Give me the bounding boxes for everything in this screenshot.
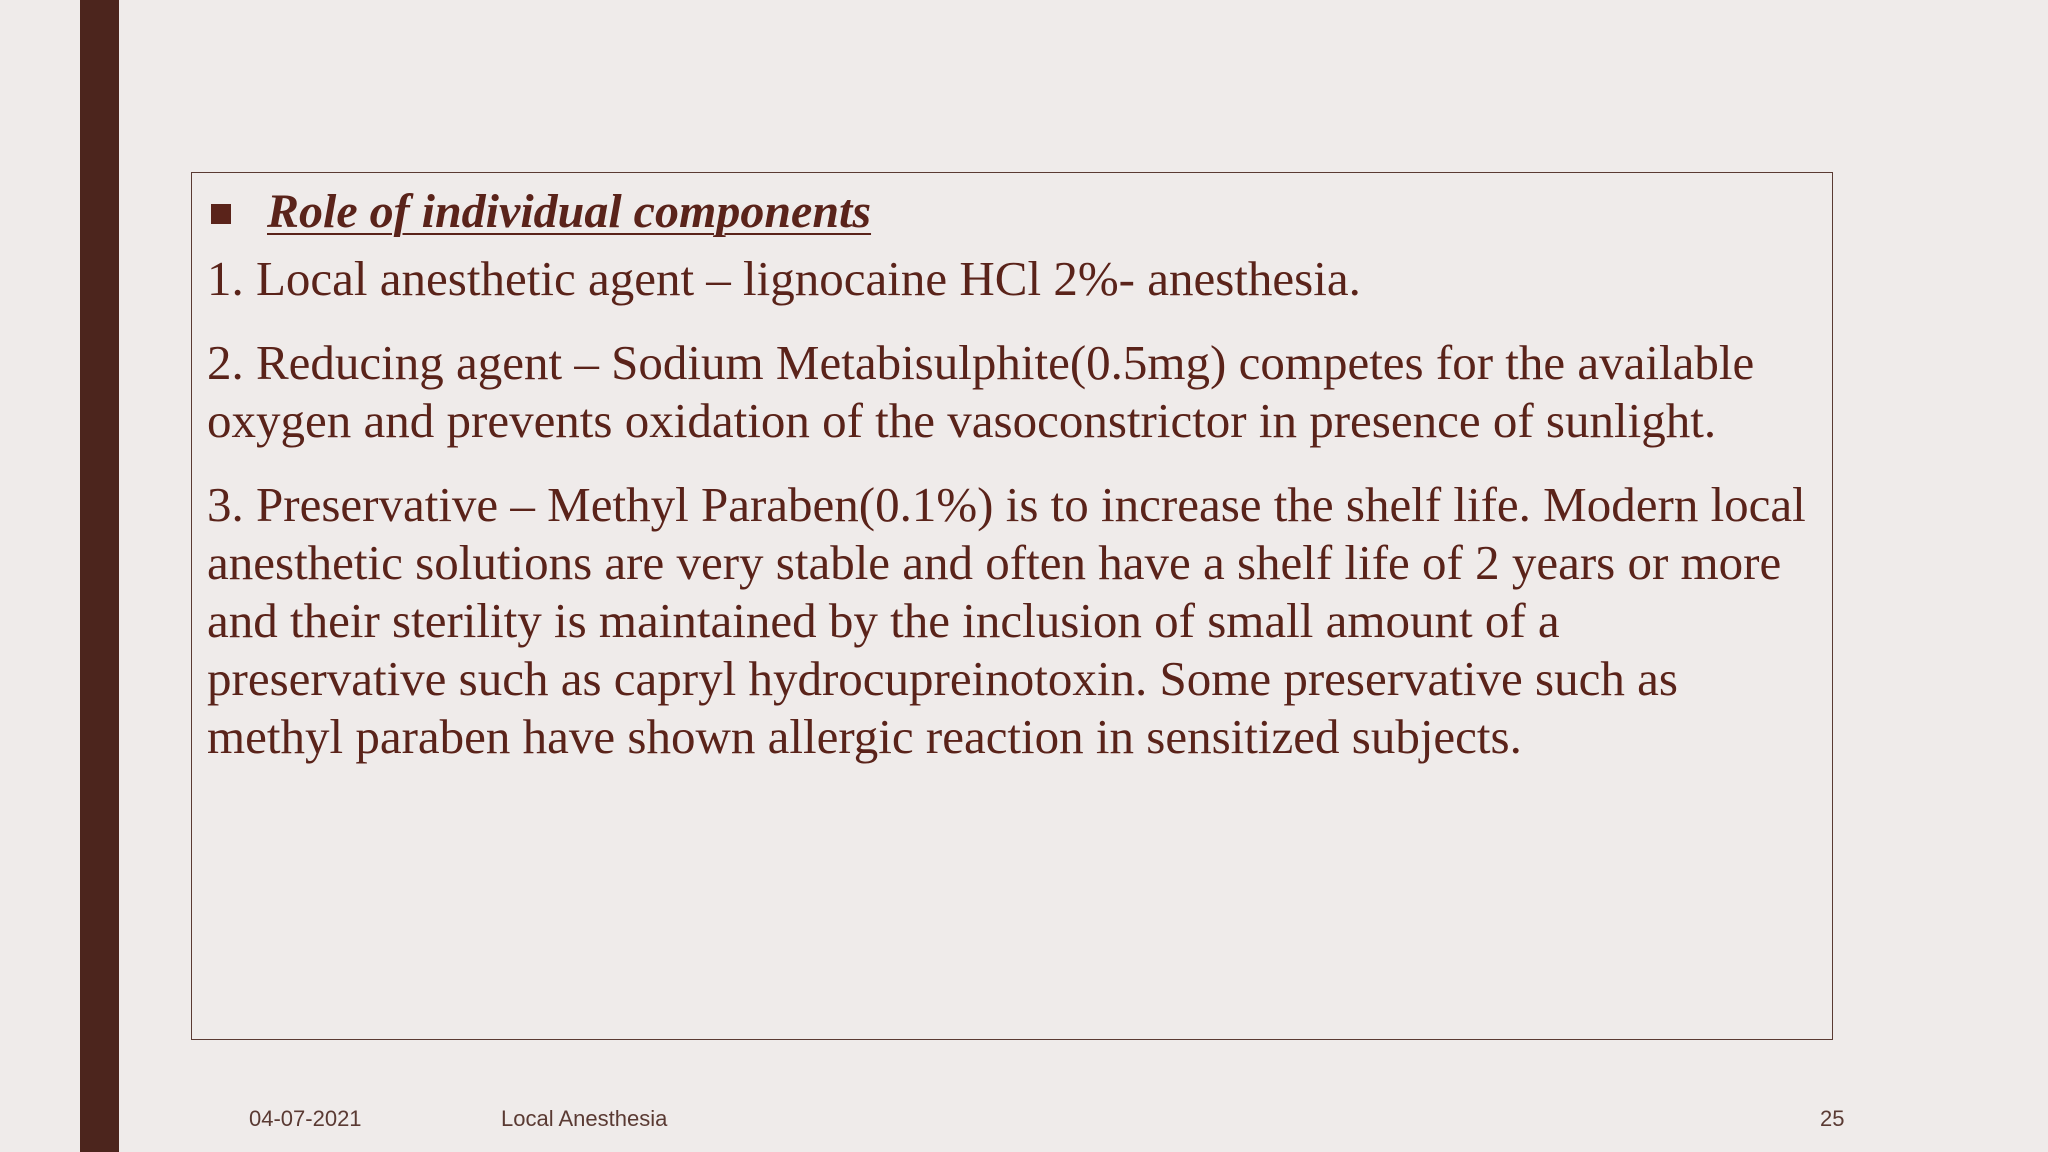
left-accent-bar: [80, 0, 119, 1152]
footer-title: Local Anesthesia: [501, 1106, 668, 1131]
slide-heading: Role of individual components: [267, 184, 872, 238]
paragraph-reducing-agent: 2. Reducing agent – Sodium Metabisulphite(0.5mg) competes for the available oxygen and prevents oxidation of the vasoconstrictor in presence of sunlight.: [207, 335, 1755, 448]
square-bullet-icon: [211, 204, 231, 224]
footer-date: 04-07-2021: [249, 1106, 362, 1131]
paragraph-preservative: 3. Preservative – Methyl Paraben(0.1%) is to increase the shelf life. Modern local anesthetic solutions are very stable and often have a shelf life of 2 years or more and their sterility is maintained by the inclusion of small amount of a preservative such as capryl hydrocupreinotoxin. Some preservative such as methyl paraben have shown allergic reaction in sensitized subjects.: [207, 477, 1806, 764]
heading-row: [207, 178, 1807, 244]
footer-page-number: 25: [1820, 1106, 1845, 1131]
paragraph-local-anesthetic: 1. Local anesthetic agent – lignocaine HCl 2%- anesthesia.: [207, 251, 1361, 306]
slide-content: [207, 178, 1807, 766]
